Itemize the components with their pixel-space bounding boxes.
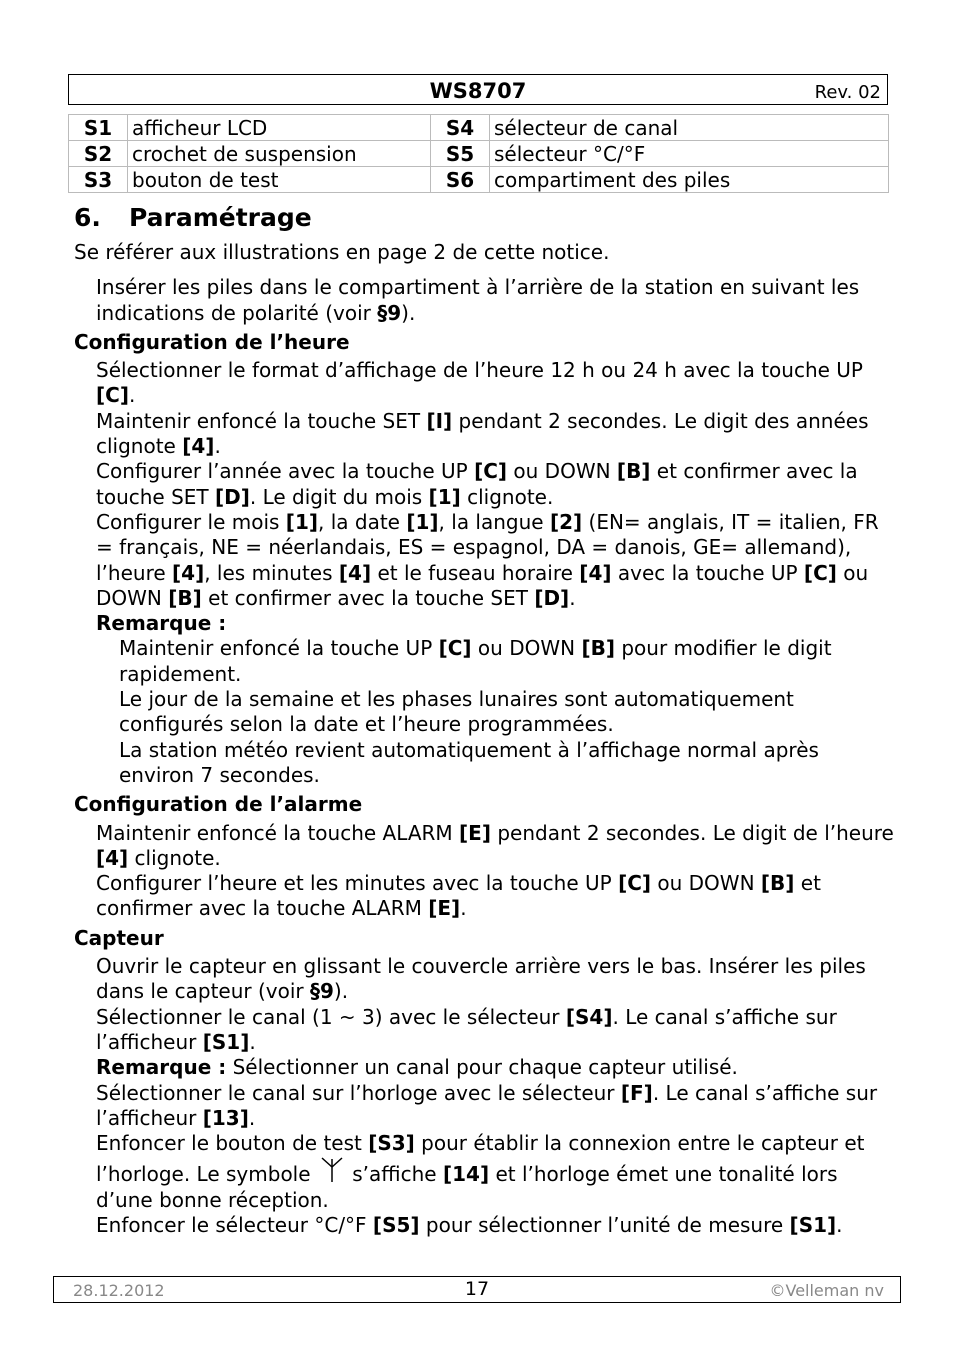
part-description: afficheur LCD	[128, 115, 431, 141]
table-row	[69, 141, 889, 167]
table-row	[69, 115, 889, 141]
sensor-step-2: Sélectionner le canal (1 ~ 3) avec le sélecteur [S4]. Le canal s’affiche sur l’afficheur [S1].	[96, 1004, 837, 1054]
alarm-step-1: Maintenir enfoncé la touche ALARM [E] pendant 2 secondes. Le digit de l’heure [4] clignote.	[96, 820, 894, 870]
subheading-time: Configuration de l’heure	[74, 329, 350, 354]
sensor-step-3: Sélectionner le canal sur l’horloge avec le sélecteur [F]. Le canal s’affiche sur l’afficheur [13].	[96, 1080, 878, 1130]
part-description: compartiment des piles	[490, 167, 889, 193]
battery-instruction: Insérer les piles dans le compartiment à l’arrière de la station en suivant les indications de polarité (voir §9).	[96, 275, 860, 325]
part-code: S5	[431, 141, 490, 167]
part-description: bouton de test	[128, 167, 431, 193]
footer-date: 28.12.2012	[73, 1281, 165, 1300]
document-footer	[53, 1276, 901, 1303]
remark-3: La station météo revient automatiquement à l’affichage normal après environ 7 secondes.	[119, 737, 819, 787]
antenna-icon	[320, 1156, 344, 1184]
sensor-remark: Remarque : Sélectionner un canal pour chaque capteur utilisé.	[96, 1055, 738, 1080]
part-code: S1	[69, 115, 128, 141]
section-number: 6.	[74, 203, 101, 232]
sensor-step-5: Enfoncer le sélecteur °C/°F [S5] pour sélectionner l’unité de mesure [S1].	[96, 1212, 843, 1237]
time-step-3: Configurer l’année avec la touche UP [C] ou DOWN [B] et confirmer avec la touche SET [D]. Le digit du mois [1] clignote.	[96, 459, 858, 509]
subheading-alarm: Configuration de l’alarme	[74, 792, 363, 817]
sensor-step-1: Ouvrir le capteur en glissant le couvercle arrière vers le bas. Insérer les piles dans le capteur (voir §9).	[96, 954, 866, 1004]
part-code: S3	[69, 167, 128, 193]
time-step-1: Sélectionner le format d’affichage de l’heure 12 h ou 24 h avec la touche UP [C].	[96, 358, 863, 408]
part-description: sélecteur de canal	[490, 115, 889, 141]
footer-copyright: ©Velleman nv	[769, 1281, 884, 1300]
alarm-step-2: Configurer l’heure et les minutes avec la touche UP [C] ou DOWN [B] et confirmer avec la touche ALARM [E].	[96, 871, 821, 921]
main-content	[74, 240, 894, 1238]
section-title: Paramétrage	[129, 203, 312, 232]
intro-text: Se référer aux illustrations en page 2 de cette notice.	[74, 240, 610, 264]
sensor-step-4: Enfoncer le bouton de test [S3] pour établir la connexion entre le capteur et l’horloge. Le symbole s’affiche [14] et l’horloge émet une tonalité lors d’une bonne réception.	[96, 1131, 865, 1212]
model-title: WS8707	[429, 79, 527, 103]
part-description: sélecteur °C/°F	[490, 141, 889, 167]
part-code: S6	[431, 167, 490, 193]
remark-2: Le jour de la semaine et les phases lunaires sont automatiquement configurés selon la date et l’heure programmées.	[119, 687, 794, 737]
document-header	[68, 74, 888, 105]
remark-label: Remarque :	[96, 611, 227, 636]
section-heading	[74, 203, 312, 232]
part-code: S2	[69, 141, 128, 167]
part-code: S4	[431, 115, 490, 141]
revision-label: Rev. 02	[814, 82, 881, 103]
part-description: crochet de suspension	[128, 141, 431, 167]
parts-table	[68, 114, 889, 193]
time-step-4: Configurer le mois [1], la date [1], la langue [2] (EN= anglais, IT = italien, FR = français, NE = néerlandais, ES = espagnol, DA = danois, GE= allemand), l’heure [4], les minutes [4] et le fuseau horaire [4] avec la touche UP [C] ou DOWN [B] et confirmer avec la touche SET [D].	[96, 509, 879, 610]
table-row	[69, 167, 889, 193]
page-number: 17	[464, 1278, 490, 1300]
time-step-2: Maintenir enfoncé la touche SET [I] pendant 2 secondes. Le digit des années clignote [4].	[96, 408, 869, 459]
subheading-sensor: Capteur	[74, 925, 164, 950]
remark-1: Maintenir enfoncé la touche UP [C] ou DOWN [B] pour modifier le digit rapidement.	[119, 636, 832, 686]
